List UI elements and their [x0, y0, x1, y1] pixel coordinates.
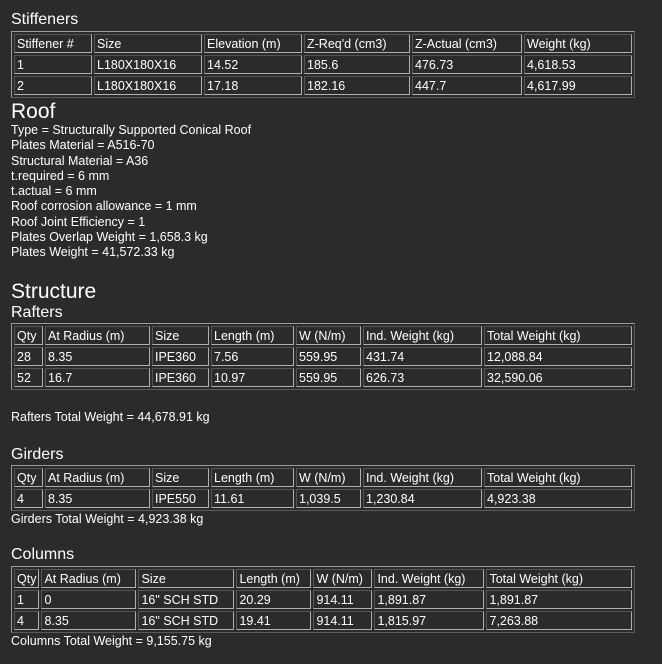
table-cell: 20.29 [236, 590, 311, 609]
table-cell: 4 [14, 611, 39, 630]
column-header: W (N/m) [296, 326, 361, 345]
table-cell: 0 [41, 590, 136, 609]
table-row [14, 590, 632, 609]
plates-weight-line: Plates Weight = 41,572.33 kg [11, 245, 175, 260]
table-cell: 28 [14, 347, 43, 366]
column-header: Size [94, 34, 202, 53]
table-cell: 8.35 [45, 489, 150, 508]
table-row [14, 347, 632, 366]
column-header: Total Weight (kg) [486, 569, 632, 588]
table-cell: 2 [14, 76, 92, 95]
column-header: Z-Req'd (cm3) [304, 34, 410, 53]
stiffeners-table [11, 31, 635, 98]
column-header: Qty [14, 326, 43, 345]
column-header: Total Weight (kg) [484, 468, 632, 487]
table-cell: IPE360 [152, 368, 209, 387]
joint-efficiency-line: Roof Joint Efficiency = 1 [11, 214, 146, 229]
table-cell: 182.16 [304, 76, 410, 95]
table-cell: 12,088.84 [484, 347, 632, 366]
column-header: Size [152, 468, 209, 487]
columns-table [11, 566, 635, 633]
column-header: Ind. Weight (kg) [363, 326, 482, 345]
table-cell: 16" SCH STD [138, 590, 234, 609]
column-header: At Radius (m) [45, 326, 150, 345]
rafters-heading: Rafters [11, 304, 63, 321]
stiffeners-heading: Stiffeners [11, 11, 79, 28]
column-header: Weight (kg) [524, 34, 632, 53]
roof-properties [11, 123, 251, 261]
column-header: Qty [14, 468, 43, 487]
girders-heading: Girders [11, 446, 64, 463]
table-cell: 1,891.87 [374, 590, 484, 609]
overlap-weight-line: Plates Overlap Weight = 1,658.3 kg [11, 230, 208, 245]
rafters-table [11, 323, 635, 390]
table-row [14, 76, 632, 95]
table-cell: 7,263.88 [486, 611, 632, 630]
table-cell: 1,891.87 [486, 590, 632, 609]
table-cell: 8.35 [41, 611, 136, 630]
table-cell: IPE360 [152, 347, 209, 366]
table-cell: 16.7 [45, 368, 150, 387]
rafters-total-weight: Rafters Total Weight = 44,678.91 kg [11, 410, 210, 424]
corrosion-allowance-line: Roof corrosion allowance = 1 mm [11, 199, 197, 214]
table-cell: L180X180X16 [94, 76, 202, 95]
table-cell: 185.6 [304, 55, 410, 74]
table-cell: 4,617.99 [524, 76, 632, 95]
columns-heading: Columns [11, 546, 75, 563]
column-header: Elevation (m) [204, 34, 302, 53]
column-header: Total Weight (kg) [484, 326, 632, 345]
table-cell: L180X180X16 [94, 55, 202, 74]
table-cell: 1,039.5 [296, 489, 361, 508]
table-cell: 16" SCH STD [138, 611, 234, 630]
table-row [14, 611, 632, 630]
table-cell: 914.11 [313, 611, 372, 630]
table-cell: IPE550 [152, 489, 209, 508]
column-header: At Radius (m) [45, 468, 150, 487]
table-cell: 4,618.53 [524, 55, 632, 74]
table-header-row [14, 468, 632, 487]
table-row [14, 489, 632, 508]
table-cell: 1,815.97 [374, 611, 484, 630]
table-cell: 431.74 [363, 347, 482, 366]
table-cell: 8.35 [45, 347, 150, 366]
t-actual-line: t.actual = 6 mm [11, 184, 97, 199]
girders-total-weight: Girders Total Weight = 4,923.38 kg [11, 512, 204, 526]
column-header: Size [152, 326, 209, 345]
table-cell: 1 [14, 590, 39, 609]
table-cell: 14.52 [204, 55, 302, 74]
column-header: Qty [14, 569, 39, 588]
table-header-row [14, 326, 632, 345]
table-cell: 4,923.38 [484, 489, 632, 508]
structure-heading: Structure [11, 280, 97, 303]
table-cell: 1,230.84 [363, 489, 482, 508]
columns-total-weight: Columns Total Weight = 9,155.75 kg [11, 634, 212, 648]
column-header: Length (m) [236, 569, 311, 588]
table-cell: 52 [14, 368, 43, 387]
column-header: At Radius (m) [41, 569, 136, 588]
girders-table [11, 465, 635, 511]
column-header: Z-Actual (cm3) [412, 34, 522, 53]
structural-material-line: Structural Material = A36 [11, 153, 149, 168]
table-cell: 447.7 [412, 76, 522, 95]
table-cell: 11.61 [211, 489, 294, 508]
table-cell: 17.18 [204, 76, 302, 95]
table-cell: 476.73 [412, 55, 522, 74]
table-cell: 7.56 [211, 347, 294, 366]
column-header: Ind. Weight (kg) [374, 569, 484, 588]
column-header: W (N/m) [313, 569, 372, 588]
column-header: Length (m) [211, 326, 294, 345]
table-cell: 10.97 [211, 368, 294, 387]
table-cell: 1 [14, 55, 92, 74]
plates-material-line: Plates Material = A516-70 [11, 138, 155, 153]
table-cell: 559.95 [296, 368, 361, 387]
table-header-row [14, 34, 632, 53]
table-cell: 19.41 [236, 611, 311, 630]
table-cell: 559.95 [296, 347, 361, 366]
roof-type-line: Type = Structurally Supported Conical Roof [11, 123, 252, 137]
column-header: W (N/m) [296, 468, 361, 487]
column-header: Stiffener # [14, 34, 92, 53]
table-cell: 626.73 [363, 368, 482, 387]
table-cell: 4 [14, 489, 43, 508]
t-required-line: t.required = 6 mm [11, 168, 110, 183]
roof-heading: Roof [11, 100, 56, 123]
table-header-row [14, 569, 632, 588]
table-cell: 914.11 [313, 590, 372, 609]
column-header: Ind. Weight (kg) [363, 468, 482, 487]
column-header: Length (m) [211, 468, 294, 487]
table-cell: 32,590.06 [484, 368, 632, 387]
table-row [14, 368, 632, 387]
table-row [14, 55, 632, 74]
column-header: Size [138, 569, 234, 588]
